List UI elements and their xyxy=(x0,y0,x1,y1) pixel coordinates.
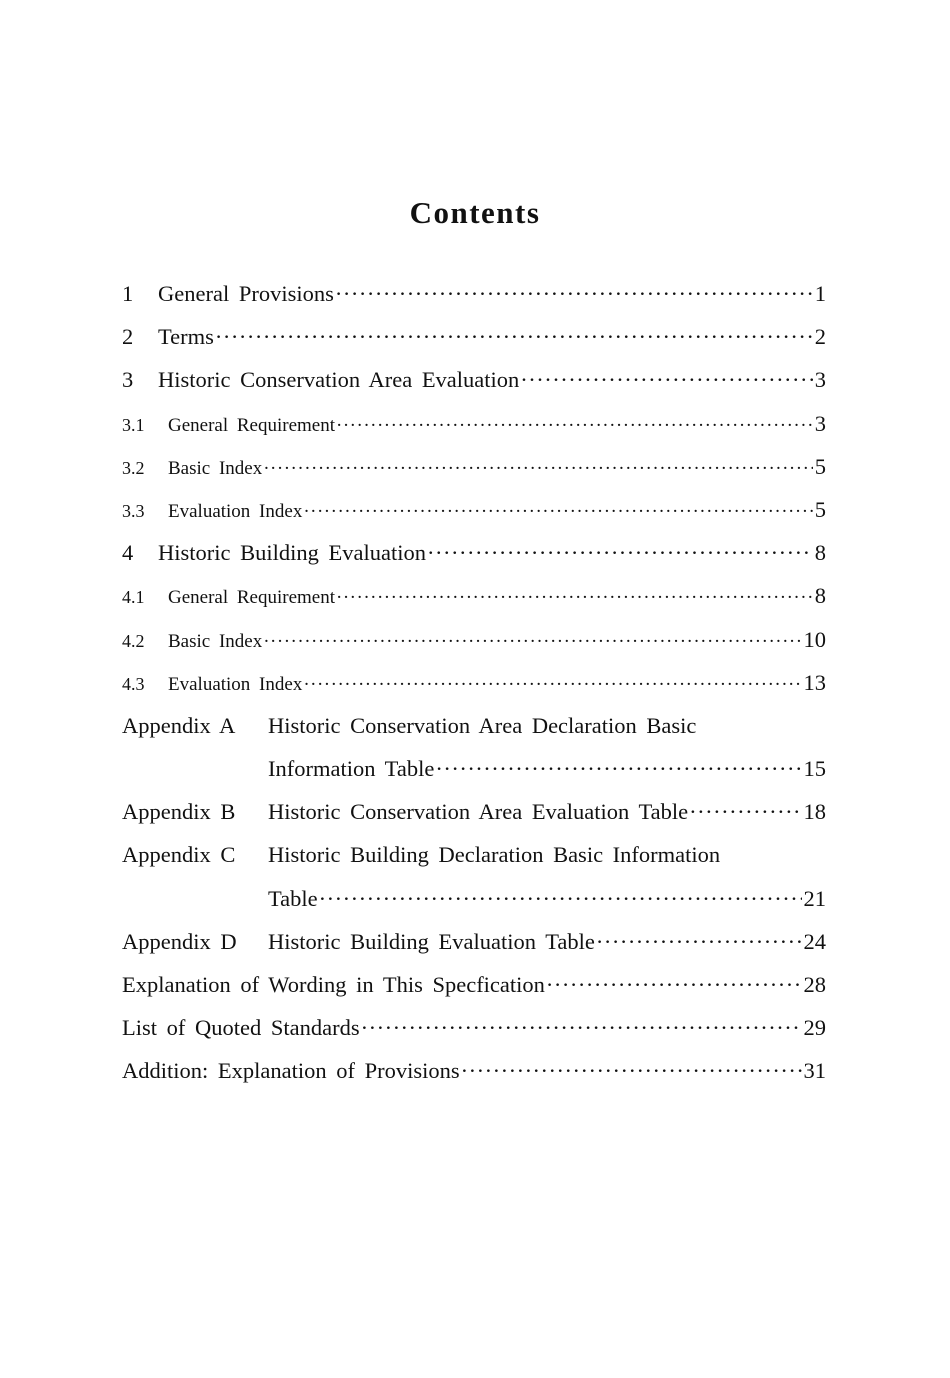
toc-entry-label: Table xyxy=(268,885,318,911)
dot-leader xyxy=(303,663,801,706)
toc-page-number: 31 xyxy=(803,1058,826,1084)
dot-leader xyxy=(427,531,813,574)
dot-leader xyxy=(546,963,802,1006)
toc-appendix-d[interactable] xyxy=(122,920,826,963)
page-title: Contents xyxy=(409,195,541,230)
toc-page-number: 1 xyxy=(814,281,826,306)
toc-entry-4-1[interactable] xyxy=(122,574,826,617)
toc-appendix-a[interactable] xyxy=(122,704,826,747)
appendix-label: Appendix C xyxy=(122,842,236,868)
toc-entry-label: Evaluation Index xyxy=(168,500,303,522)
toc-appendix-c[interactable] xyxy=(122,833,826,876)
toc-entry-number: 4.3 xyxy=(122,673,145,694)
toc-page-number: 3 xyxy=(814,367,826,393)
dot-leader xyxy=(336,404,813,447)
dot-leader xyxy=(319,877,802,920)
toc-entry-4-3[interactable] xyxy=(122,661,826,704)
dot-leader xyxy=(215,315,813,358)
toc-page-number: 5 xyxy=(814,496,826,522)
dot-leader xyxy=(435,747,801,790)
toc-entry-label: General Requirement xyxy=(168,414,336,436)
toc-page-number: 8 xyxy=(814,540,826,566)
toc-entry-label: Addition: Explanation of Provisions xyxy=(122,1058,460,1084)
appendix-label: Appendix D xyxy=(122,928,237,954)
toc-list-of-quoted-standards[interactable] xyxy=(122,1006,826,1049)
toc-entry-number: 3.2 xyxy=(122,457,145,478)
toc-entry-label: Basic Index xyxy=(168,457,263,479)
toc-page-number: 13 xyxy=(803,669,826,695)
toc-entry-number: 4.2 xyxy=(122,630,145,651)
toc-appendix-c-continued[interactable] xyxy=(122,877,826,920)
toc-entry-number: 1 xyxy=(122,281,134,306)
dot-leader xyxy=(303,490,812,533)
toc-page-number: 8 xyxy=(814,583,826,609)
dot-leader xyxy=(336,576,813,619)
toc-page-number: 10 xyxy=(803,626,826,652)
toc-entry-label: List of Quoted Standards xyxy=(122,1015,360,1041)
toc-entry-3-3[interactable] xyxy=(122,488,826,531)
toc-entry-label: General Requirement xyxy=(168,587,336,609)
toc-entry-number: 2 xyxy=(122,324,134,350)
toc-entry-label: Evaluation Index xyxy=(168,673,303,695)
dot-leader xyxy=(335,272,813,315)
toc-appendix-a-continued[interactable] xyxy=(122,747,826,790)
dot-leader xyxy=(461,1049,802,1092)
toc-entry-1[interactable] xyxy=(122,272,826,315)
toc-entry-2[interactable] xyxy=(122,315,826,358)
toc-entry-3-1[interactable] xyxy=(122,402,826,445)
dot-leader xyxy=(520,358,812,401)
toc-page-number: 5 xyxy=(814,453,826,479)
toc-page-number: 18 xyxy=(803,799,826,825)
toc-entry-label: Information Table xyxy=(268,756,435,782)
toc-entry-label: Historic Conservation Area Evaluation Table xyxy=(268,799,689,825)
toc-entry-label: Historic Building Evaluation xyxy=(158,540,426,566)
toc-addition-explanation[interactable] xyxy=(122,1049,826,1092)
toc-page-number: 3 xyxy=(814,410,826,436)
toc-entry-label: Historic Building Evaluation Table xyxy=(268,928,595,954)
toc-entry-number: 3.1 xyxy=(122,414,145,435)
toc-entry-number: 3 xyxy=(122,367,134,393)
toc-entry-label: Historic Conservation Area Evaluation xyxy=(158,367,520,393)
toc-entry-number: 4 xyxy=(122,540,134,566)
toc-entry-number: 4.1 xyxy=(122,587,145,608)
dot-leader xyxy=(361,1006,802,1049)
toc-entry-label: Historic Conservation Area Declaration Basic xyxy=(268,712,697,738)
toc-page-number: 21 xyxy=(803,885,826,911)
toc-appendix-b[interactable] xyxy=(122,790,826,833)
dot-leader xyxy=(263,620,801,663)
toc-page-number: 28 xyxy=(803,972,826,997)
dot-leader xyxy=(596,920,802,963)
toc-explanation-of-wording[interactable] xyxy=(122,963,826,1006)
toc-entry-3-2[interactable] xyxy=(122,445,826,488)
toc-entry-4[interactable] xyxy=(122,531,826,574)
toc-page-number: 29 xyxy=(803,1015,826,1041)
toc-page-number: 24 xyxy=(803,928,826,954)
toc-entry-label: Explanation of Wording in This Specfication xyxy=(122,972,545,997)
toc-entry-label: General Provisions xyxy=(158,281,334,306)
appendix-label: Appendix A xyxy=(122,712,236,738)
table-of-contents xyxy=(122,272,826,1093)
dot-leader xyxy=(263,447,813,490)
toc-entry-label: Terms xyxy=(158,324,214,350)
dot-leader xyxy=(689,790,801,833)
toc-entry-4-2[interactable] xyxy=(122,618,826,661)
toc-entry-number: 3.3 xyxy=(122,500,145,521)
toc-entry-3[interactable] xyxy=(122,358,826,401)
toc-entry-label: Historic Building Declaration Basic Information xyxy=(268,842,721,868)
appendix-label: Appendix B xyxy=(122,799,236,825)
toc-entry-label: Basic Index xyxy=(168,630,263,652)
toc-page-number: 15 xyxy=(803,756,826,782)
toc-page-number: 2 xyxy=(814,324,826,350)
